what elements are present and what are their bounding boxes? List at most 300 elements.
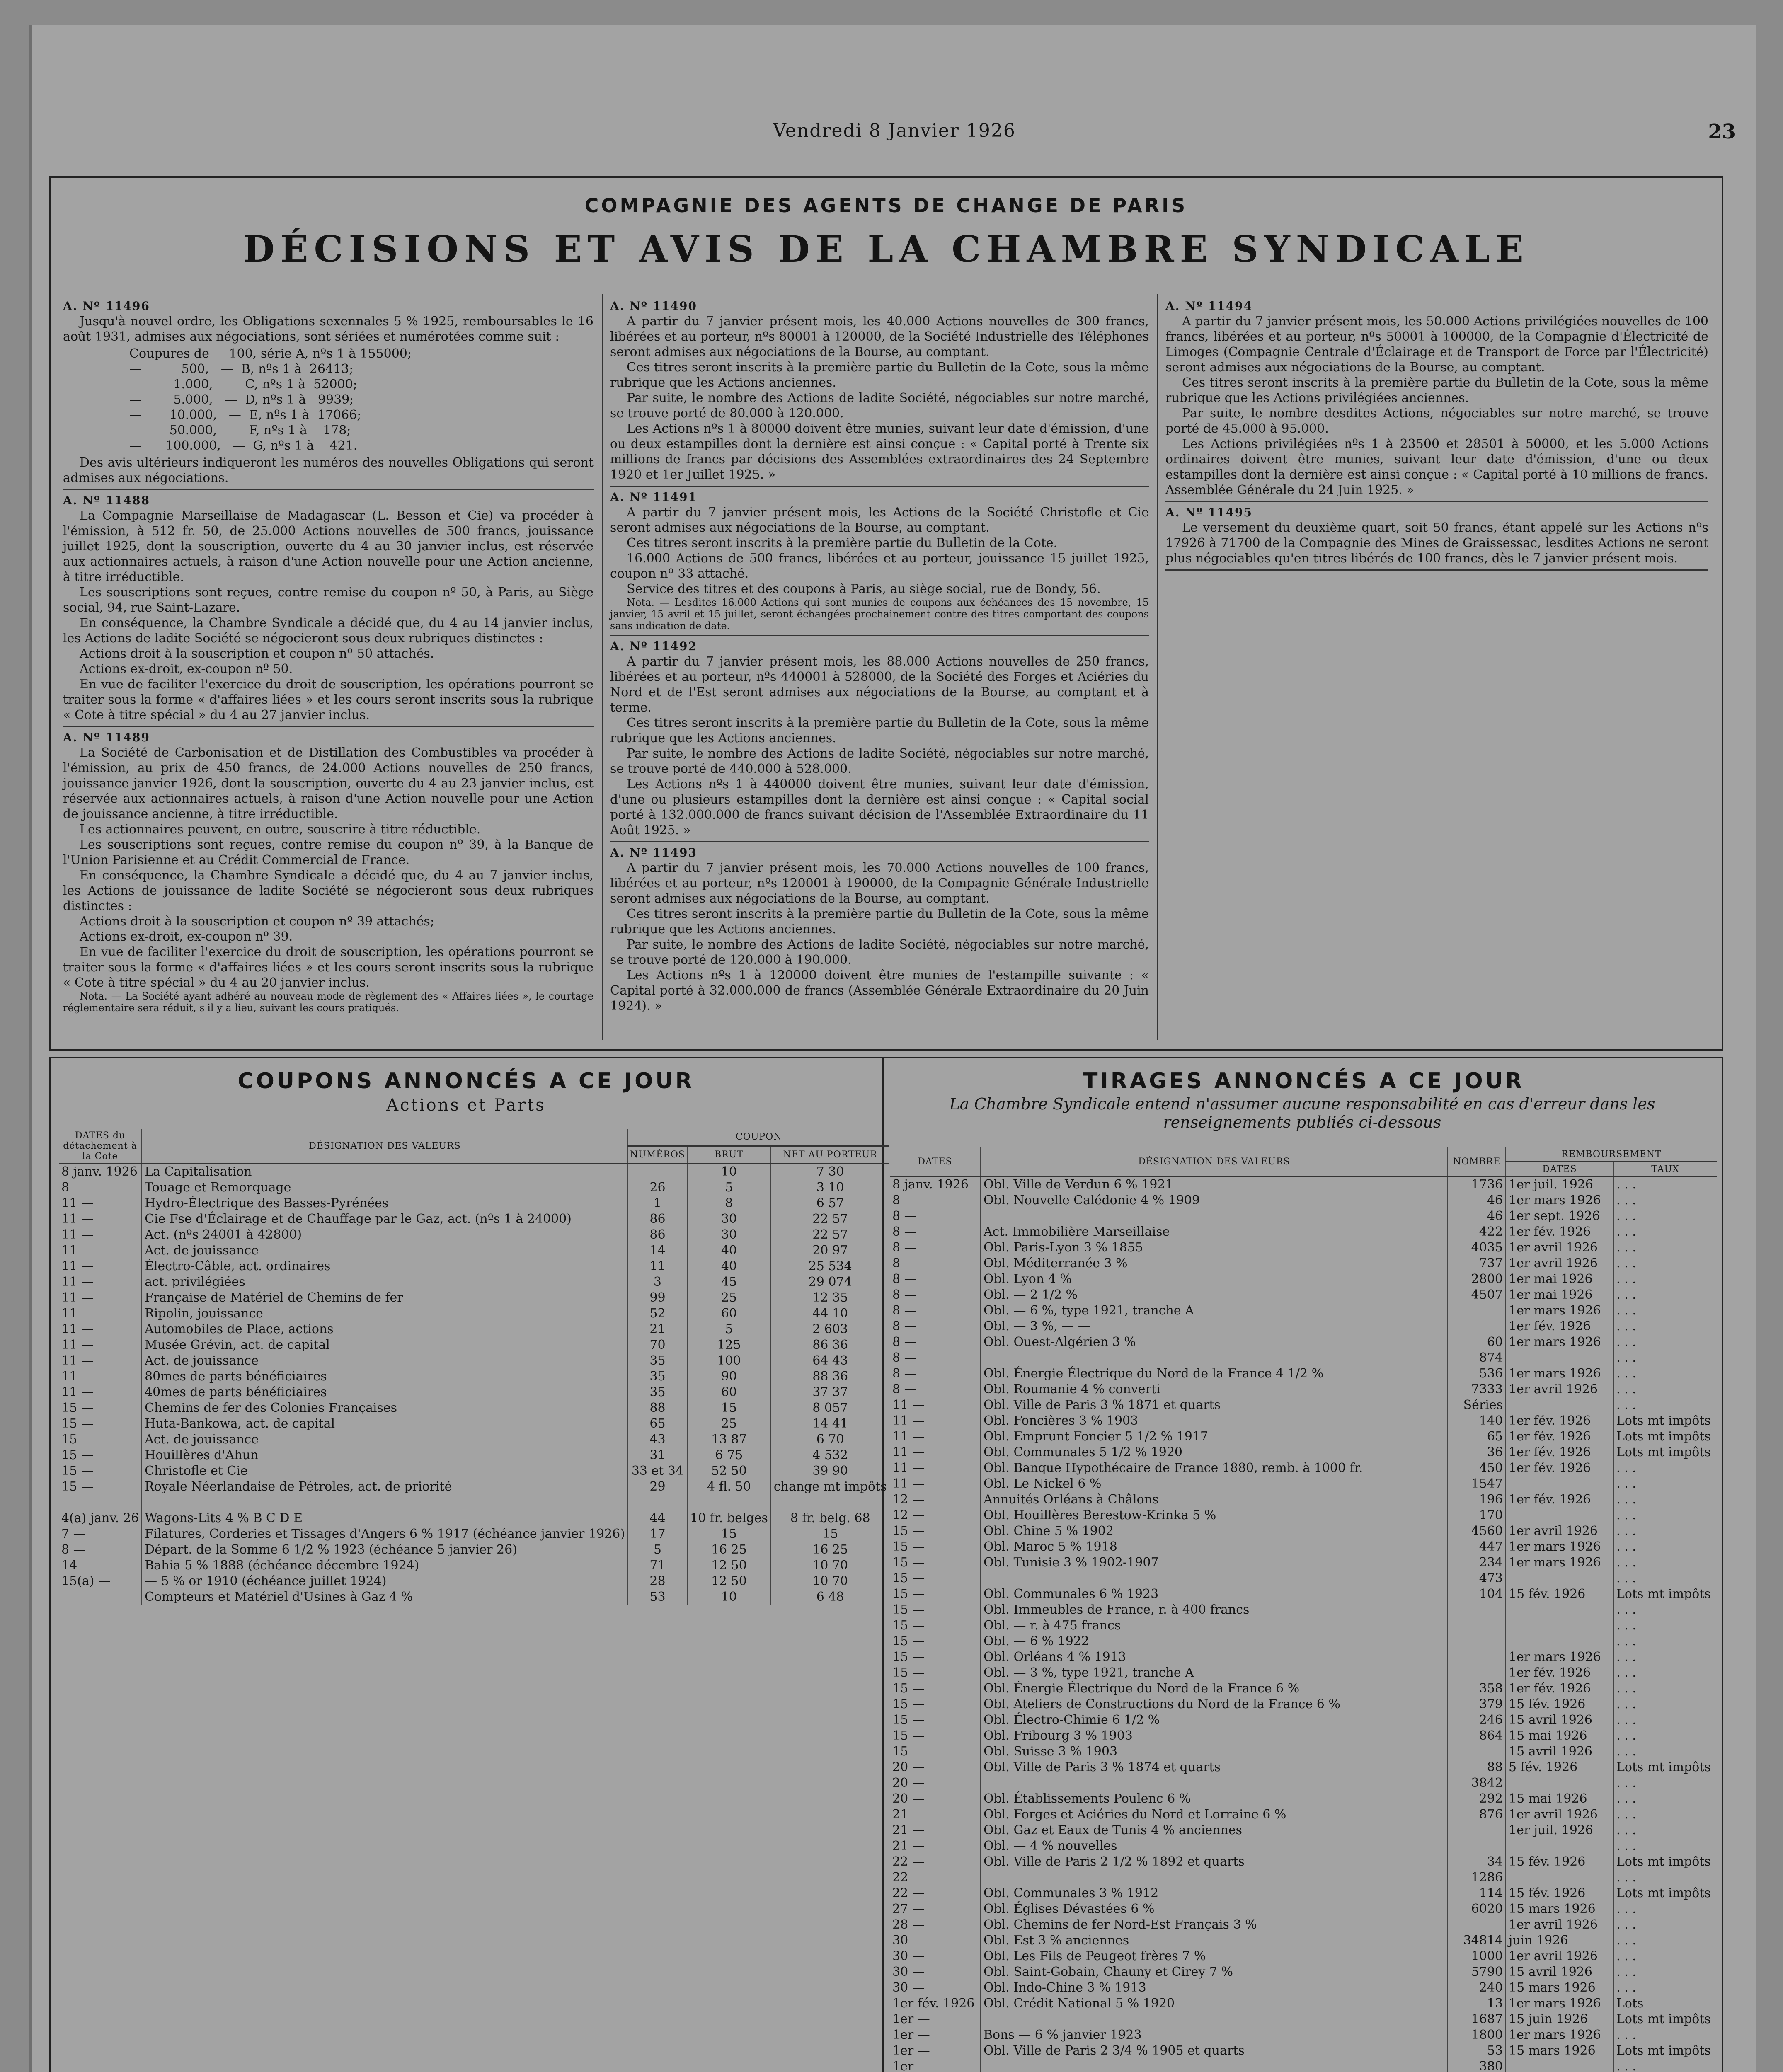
- table-cell: 34: [1448, 1854, 1506, 1870]
- table-cell: [1506, 1839, 1613, 1854]
- table-cell: Houillères d'Ahun: [142, 1448, 628, 1464]
- avis-number: A. Nº 11496: [63, 299, 150, 313]
- table-cell: [59, 1590, 142, 1605]
- table-cell: Chemins de fer des Colonies Françaises: [142, 1401, 628, 1416]
- table-cell: . . .: [1616, 1665, 1636, 1680]
- table-cell: Obl. Chemins de fer Nord-Est Français 3 %: [981, 1917, 1448, 1933]
- table-cell: Lots: [1616, 1996, 1644, 2011]
- table-cell: 380: [1448, 2059, 1506, 2072]
- avis-text: En vue de faciliter l'exercice du droit de souscription, les opérations pourront se traiter sous la forme « d'affaires liées » et les cours seront inscrits sous la rubrique « Cote à titre spécial » du 4 au 27 janvier inclus.: [63, 677, 594, 722]
- avis-text: Actions ex-droit, ex-coupon nº 50.: [80, 662, 293, 676]
- table-cell: 240: [1448, 1980, 1506, 1996]
- table-cell: . . .: [1616, 1571, 1636, 1585]
- newspaper-page: [29, 25, 1756, 2072]
- table-cell: 40mes de parts bénéficiaires: [142, 1385, 628, 1401]
- table-cell: 11 —: [59, 1306, 142, 1322]
- avis-text: Actions droit à la souscription et coupon nº 50 attachés.: [80, 646, 434, 661]
- table-cell: 35: [628, 1385, 687, 1401]
- table-cell: 3842: [1448, 1776, 1506, 1791]
- table-row: [59, 1432, 889, 1448]
- table-cell: 10 fr. belges: [687, 1511, 771, 1527]
- table-cell: Lots mt impôts: [1616, 2043, 1711, 2058]
- table-cell: 8 —: [890, 1319, 981, 1335]
- divider: [610, 841, 1149, 842]
- tirages-subtitle: La Chambre Syndicale entend n'assumer aucune responsabilité en cas d'erreur dans les renseignements publiés ci-dessous: [949, 1095, 1655, 1131]
- col-header-remboursement: REMBOURSEMENT: [1506, 1147, 1717, 1162]
- table-cell: [1448, 1839, 1506, 1854]
- table-cell: Obl. Le Nickel 6 %: [981, 1477, 1448, 1492]
- table-cell: 8 —: [890, 1366, 981, 1382]
- avis-text: La Société de Carbonisation et de Distillation des Combustibles va procéder à l'émission, au prix de 450 francs, de 24.000 Actions nouvelles de 250 francs, jouissance janvier 1926, dont la souscription, ouverte du 4 au 23 janvier inclus, est réservée aux actionnaires actuels, à raison d'une Action nouvelle pour une Action de jouissance ancienne, à titre irréductible.: [63, 746, 594, 821]
- table-row: [59, 1590, 889, 1605]
- table-cell: Obl. — 2 1/2 %: [981, 1288, 1448, 1303]
- table-cell: 8 —: [890, 1193, 981, 1209]
- table-row: [890, 1980, 1717, 1996]
- table-cell: Filatures, Corderies et Tissages d'Angers 6 % 1917 (échéance janvier 1926): [142, 1527, 628, 1542]
- table-cell: [1506, 1477, 1613, 1492]
- table-cell: 10 70: [812, 1558, 848, 1573]
- table-cell: 1er fév. 1926: [1506, 1429, 1613, 1445]
- table-cell: 15 —: [890, 1728, 981, 1744]
- table-cell: [1506, 1776, 1613, 1791]
- table-cell: 30 —: [890, 1980, 981, 1996]
- table-row: [59, 1416, 889, 1432]
- table-cell: 15 —: [890, 1744, 981, 1760]
- table-cell: 11 —: [890, 1477, 981, 1492]
- table-cell: 11 —: [59, 1369, 142, 1385]
- table-cell: 1er —: [890, 2012, 981, 2028]
- table-cell: 11 —: [59, 1243, 142, 1259]
- avis-text: En conséquence, la Chambre Syndicale a décidé que, du 4 au 14 janvier inclus, les Actions de ladite Société se négocieront sous deux rubriques distinctes :: [63, 616, 594, 646]
- series-line: — 5.000, — D, nºs 1 à 9939;: [129, 392, 354, 407]
- table-cell: 6 75: [687, 1448, 771, 1464]
- divider: [610, 486, 1149, 487]
- table-cell: 1er mars 1926: [1506, 1650, 1613, 1665]
- table-row: [890, 1681, 1717, 1697]
- table-cell: Ripolin, jouissance: [142, 1306, 628, 1322]
- table-cell: . . .: [1616, 1713, 1636, 1727]
- table-cell: 1er fév. 1926: [1506, 1492, 1613, 1508]
- table-cell: 14: [628, 1243, 687, 1259]
- table-cell: Lots mt impôts: [1616, 1760, 1711, 1774]
- table-cell: [628, 1495, 687, 1511]
- table-cell: Séries: [1448, 1398, 1506, 1414]
- table-row: [890, 1823, 1717, 1839]
- table-cell: . . .: [1616, 1681, 1636, 1696]
- table-cell: 11 —: [59, 1338, 142, 1353]
- table-row: [59, 1542, 889, 1558]
- table-cell: 35: [628, 1353, 687, 1369]
- table-row: [890, 1665, 1717, 1681]
- table-cell: 5: [687, 1180, 771, 1196]
- table-cell: 7 —: [59, 1527, 142, 1542]
- table-cell: Obl. Méditerranée 3 %: [981, 1256, 1448, 1272]
- table-cell: 22 57: [812, 1212, 848, 1226]
- table-cell: 7 30: [816, 1164, 844, 1179]
- table-cell: . . .: [1616, 1177, 1636, 1192]
- table-cell: 114: [1448, 1886, 1506, 1902]
- table-cell: [628, 1164, 687, 1181]
- column-1: [63, 296, 594, 1014]
- table-cell: 60: [1448, 1335, 1506, 1351]
- table-cell: Lots mt impôts: [1616, 1414, 1711, 1428]
- table-cell: . . .: [1616, 1697, 1636, 1711]
- table-cell: Act. Immobilière Marseillaise: [981, 1225, 1448, 1240]
- table-cell: Obl. Banque Hypothécaire de France 1880, remb. à 1000 fr.: [981, 1461, 1448, 1477]
- table-cell: 15 avril 1926: [1506, 1713, 1613, 1728]
- avis-text: Les Actions nºs 1 à 80000 doivent être munies, suivant leur date d'émission, d'une ou deux estampilles dont la dernière est ainsi conçue : « Capital porté à Trente six millions de francs par décisions des Assemblées extraordinaires des 24 Septembre 1920 et 1er Juillet 1925. »: [610, 421, 1149, 482]
- table-row: [890, 1587, 1717, 1602]
- avis-text: Ces titres seront inscrits à la première partie du Bulletin de la Cote, sous la même rubrique que les Actions anciennes.: [610, 907, 1149, 937]
- table-cell: Annuités Orléans à Châlons: [981, 1492, 1448, 1508]
- table-row: [890, 1335, 1717, 1351]
- table-cell: Obl. Chine 5 % 1902: [981, 1524, 1448, 1539]
- table-cell: 25: [687, 1290, 771, 1306]
- table-cell: 1er —: [890, 2043, 981, 2059]
- table-cell: [1448, 1665, 1506, 1681]
- table-cell: Obl. Foncières 3 % 1903: [981, 1414, 1448, 1429]
- table-row: [890, 1461, 1717, 1477]
- table-cell: 8 —: [890, 1335, 981, 1351]
- avis-number: A. Nº 11489: [63, 731, 150, 744]
- table-cell: 39 90: [812, 1464, 848, 1478]
- table-cell: 15 avril 1926: [1506, 1744, 1613, 1760]
- table-cell: 53: [1448, 2043, 1506, 2059]
- table-cell: 88 36: [812, 1369, 848, 1384]
- table-cell: Obl. Crédit National 5 % 1920: [981, 1996, 1448, 2012]
- table-cell: 15(a) —: [59, 1574, 142, 1590]
- series-line: — 50.000, — F, nºs 1 à 178;: [129, 423, 351, 438]
- table-cell: act. privilégiées: [142, 1275, 628, 1290]
- table-cell: . . .: [1616, 1335, 1636, 1349]
- table-cell: Obl. Nouvelle Calédonie 4 % 1909: [981, 1193, 1448, 1209]
- table-cell: Obl. — 6 % 1922: [981, 1634, 1448, 1650]
- table-cell: change mt impôts: [773, 1479, 887, 1494]
- table-cell: 8 —: [890, 1209, 981, 1225]
- table-row: [890, 1477, 1717, 1492]
- table-cell: 100: [687, 1353, 771, 1369]
- table-cell: 1er avril 1926: [1506, 1524, 1613, 1539]
- tirages-title: TIRAGES ANNONCÉS A CE JOUR: [1083, 1069, 1525, 1094]
- table-cell: 4 532: [812, 1448, 848, 1462]
- table-cell: 10 70: [812, 1574, 848, 1588]
- table-cell: 13: [1448, 1996, 1506, 2012]
- table-cell: 1er mai 1926: [1506, 1288, 1613, 1303]
- divider: [1165, 569, 1708, 571]
- table-cell: Française de Matériel de Chemins de fer: [142, 1290, 628, 1306]
- avis-number: A. Nº 11488: [63, 494, 150, 507]
- table-cell: 36: [1448, 1445, 1506, 1461]
- table-row: [890, 1697, 1717, 1713]
- table-cell: 1er avril 1926: [1506, 1382, 1613, 1398]
- table-cell: 44: [628, 1511, 687, 1527]
- table-cell: 1er mars 1926: [1506, 2028, 1613, 2043]
- table-cell: Wagons-Lits 4 % B C D E: [142, 1511, 628, 1527]
- table-cell: 46: [1448, 1193, 1506, 1209]
- table-row: [59, 1290, 889, 1306]
- table-cell: 25 534: [808, 1259, 852, 1273]
- table-cell: 11 —: [59, 1259, 142, 1275]
- table-cell: 15 mai 1926: [1506, 1728, 1613, 1744]
- column-rule: [1157, 294, 1158, 1040]
- table-row: [890, 1351, 1717, 1366]
- avis-text: Par suite, le nombre des Actions de ladite Société, négociables sur notre marché, se trouve porté de 440.000 à 528.000.: [610, 746, 1149, 776]
- table-cell: 30: [687, 1227, 771, 1243]
- table-cell: 22 57: [812, 1227, 848, 1242]
- table-cell: 1er fév. 1926: [1506, 1225, 1613, 1240]
- table-cell: 46: [1448, 1209, 1506, 1225]
- table-cell: [1506, 1398, 1613, 1414]
- table-cell: 8 janv. 1926: [890, 1177, 981, 1193]
- table-cell: 88: [1448, 1760, 1506, 1776]
- table-cell: 8 —: [890, 1256, 981, 1272]
- table-cell: . . .: [1616, 1398, 1636, 1412]
- table-cell: Obl. Énergie Électrique du Nord de la France 6 %: [981, 1681, 1448, 1697]
- table-cell: 1er mars 1926: [1506, 1555, 1613, 1571]
- table-cell: 1800: [1448, 2028, 1506, 2043]
- column-rule: [602, 294, 603, 1040]
- table-cell: 11 —: [59, 1353, 142, 1369]
- table-cell: 8 —: [59, 1542, 142, 1558]
- table-row: [59, 1401, 889, 1416]
- table-cell: 15 fév. 1926: [1506, 1587, 1613, 1602]
- table-cell: . . .: [1616, 1288, 1636, 1302]
- avis-number: A. Nº 11495: [1165, 506, 1252, 519]
- table-cell: Obl. Énergie Électrique du Nord de la France 4 1/2 %: [981, 1366, 1448, 1382]
- table-row: [59, 1527, 889, 1542]
- table-cell: [1448, 1917, 1506, 1933]
- table-cell: 15 —: [890, 1618, 981, 1634]
- table-cell: 1er mars 1926: [1506, 1335, 1613, 1351]
- table-cell: 8 —: [890, 1225, 981, 1240]
- series-line: — 100.000, — G, nºs 1 à 421.: [129, 438, 358, 453]
- table-cell: . . .: [1616, 1539, 1636, 1554]
- table-cell: 20 —: [890, 1760, 981, 1776]
- table-cell: Obl. Électro-Chimie 6 1/2 %: [981, 1713, 1448, 1728]
- table-cell: . . .: [1616, 1902, 1636, 1916]
- table-cell: Départ. de la Somme 6 1/2 % 1923 (échéance 5 janvier 26): [142, 1542, 628, 1558]
- table-cell: 16 25: [687, 1542, 771, 1558]
- table-cell: 88: [628, 1401, 687, 1416]
- table-cell: 12 —: [890, 1508, 981, 1524]
- table-cell: 8 —: [890, 1351, 981, 1366]
- table-row: [890, 1965, 1717, 1980]
- table-row: [890, 1713, 1717, 1728]
- table-cell: Act. de jouissance: [142, 1432, 628, 1448]
- table-cell: 28 —: [890, 1917, 981, 1933]
- table-cell: [687, 1495, 771, 1511]
- table-row: [890, 2028, 1717, 2043]
- table-cell: 8 fr. belg. 68: [790, 1511, 870, 1525]
- table-cell: 27 —: [890, 1902, 981, 1917]
- table-cell: 6020: [1448, 1902, 1506, 1917]
- table-cell: . . .: [1616, 1949, 1636, 1963]
- table-cell: Huta-Bankowa, act. de capital: [142, 1416, 628, 1432]
- table-cell: . . .: [1616, 1555, 1636, 1570]
- table-cell: 65: [628, 1416, 687, 1432]
- table-cell: Obl. Tunisie 3 % 1902-1907: [981, 1555, 1448, 1571]
- table-cell: . . .: [1616, 1650, 1636, 1664]
- avis-note: Nota. — Lesdites 16.000 Actions qui sont munies de coupons aux échéances des 15 novembre, 15 janvier, 15 avril et 15 juillet, seront échangées prochainement contre des titres comportant des coupons sans indication de date.: [610, 597, 1149, 632]
- table-cell: [1506, 1351, 1613, 1366]
- table-cell: 379: [1448, 1697, 1506, 1713]
- table-row: [59, 1385, 889, 1401]
- table-cell: [1448, 1823, 1506, 1839]
- table-cell: 1736: [1448, 1177, 1506, 1193]
- table-cell: 11 —: [890, 1398, 981, 1414]
- table-cell: 22 —: [890, 1886, 981, 1902]
- table-cell: 21 —: [890, 1807, 981, 1823]
- table-cell: Obl. Forges et Aciéries du Nord et Lorraine 6 %: [981, 1807, 1448, 1823]
- table-cell: 4507: [1448, 1288, 1506, 1303]
- table-cell: [1448, 1319, 1506, 1335]
- table-cell: 473: [1448, 1571, 1506, 1587]
- table-cell: 17: [628, 1527, 687, 1542]
- table-cell: 15 —: [59, 1464, 142, 1479]
- table-cell: . . .: [1616, 1351, 1636, 1365]
- table-cell: Obl. Communales 6 % 1923: [981, 1587, 1448, 1602]
- table-row: [890, 1933, 1717, 1949]
- table-row: [59, 1259, 889, 1275]
- table-cell: 15 —: [59, 1448, 142, 1464]
- table-cell: 65: [1448, 1429, 1506, 1445]
- table-cell: Lots mt impôts: [1616, 1429, 1711, 1444]
- table-cell: 1er fév. 1926: [1506, 1445, 1613, 1461]
- table-cell: Obl. — 3 %, — —: [981, 1319, 1448, 1335]
- table-cell: 15: [822, 1527, 838, 1541]
- table-cell: 37 37: [812, 1385, 848, 1399]
- table-cell: 10: [687, 1590, 771, 1605]
- table-cell: 5 fév. 1926: [1506, 1760, 1613, 1776]
- table-row: [890, 1776, 1717, 1791]
- table-cell: 35: [628, 1369, 687, 1385]
- avis-number: A. Nº 11493: [610, 846, 697, 859]
- table-cell: . . .: [1616, 2059, 1636, 2072]
- table-cell: 34814: [1448, 1933, 1506, 1949]
- table-cell: 1286: [1448, 1870, 1506, 1886]
- avis-text: Ces titres seront inscrits à la première partie du Bulletin de la Cote, sous la même rubrique que les Actions anciennes.: [610, 360, 1149, 390]
- table-cell: . . .: [1616, 1240, 1636, 1255]
- avis-text: Les souscriptions sont reçues, contre remise du coupon nº 50, à Paris, au Siège social, 94, rue Saint-Lazare.: [63, 585, 594, 615]
- table-row: [59, 1180, 889, 1196]
- table-cell: 20 97: [812, 1243, 848, 1258]
- table-cell: Christofle et Cie: [142, 1464, 628, 1479]
- table-cell: Obl. Est 3 % anciennes: [981, 1933, 1448, 1949]
- table-cell: 292: [1448, 1791, 1506, 1807]
- table-cell: 21 —: [890, 1823, 981, 1839]
- table-cell: 4560: [1448, 1524, 1506, 1539]
- table-cell: Obl. Roumanie 4 % converti: [981, 1382, 1448, 1398]
- table-cell: [1448, 1602, 1506, 1618]
- table-cell: 234: [1448, 1555, 1506, 1571]
- table-cell: 86 36: [812, 1338, 848, 1352]
- coupons-subtitle: Actions et Parts: [386, 1096, 546, 1115]
- avis-text: Les Actions nºs 1 à 440000 doivent être munies, suivant leur date d'émission, d'une ou plusieurs estampilles dont la dernière est ainsi conçue : « Capital social porté à 132.000.000 de francs suivant décision de l'Assemblée Extraordinaire du 11 Août 1925. »: [610, 777, 1149, 838]
- table-row: [890, 1508, 1717, 1524]
- table-cell: 15 mars 1926: [1506, 1902, 1613, 1917]
- table-cell: Obl. Maroc 5 % 1918: [981, 1539, 1448, 1555]
- table-cell: 1er juil. 1926: [1506, 1823, 1613, 1839]
- table-cell: [1506, 1870, 1613, 1886]
- table-cell: 7333: [1448, 1382, 1506, 1398]
- avis-number: A. Nº 11492: [610, 639, 697, 653]
- table-cell: 15 —: [890, 1602, 981, 1618]
- table-row: [890, 2059, 1717, 2072]
- series-line: Coupures de 100, série A, nºs 1 à 155000;: [129, 346, 412, 361]
- table-row: [59, 1212, 889, 1227]
- page-number: 23: [1708, 120, 1736, 143]
- table-cell: 11 —: [59, 1275, 142, 1290]
- table-cell: Obl. Saint-Gobain, Chauny et Cirey 7 %: [981, 1965, 1448, 1980]
- table-cell: [981, 1776, 1448, 1791]
- table-row: [890, 1618, 1717, 1634]
- table-cell: La Capitalisation: [142, 1164, 628, 1181]
- table-cell: 25: [687, 1416, 771, 1432]
- table-cell: 1000: [1448, 1949, 1506, 1965]
- table-cell: Électro-Câble, act. ordinaires: [142, 1259, 628, 1275]
- table-cell: 11 —: [59, 1227, 142, 1243]
- table-cell: 1: [628, 1196, 687, 1212]
- table-cell: 1er fév. 1926: [1506, 1681, 1613, 1697]
- table-cell: 21: [628, 1322, 687, 1338]
- table-cell: 12 50: [687, 1558, 771, 1574]
- table-cell: 15 —: [890, 1650, 981, 1665]
- series-list: [129, 346, 594, 453]
- col-header-net: NET AU PORTEUR: [771, 1146, 889, 1164]
- col-header-dates: DATES: [890, 1147, 981, 1177]
- table-row: [59, 1353, 889, 1369]
- table-cell: 104: [1448, 1587, 1506, 1602]
- table-cell: 11 —: [59, 1290, 142, 1306]
- avis-text: Par suite, le nombre desdites Actions, négociables sur notre marché, se trouve porté de 45.000 à 95.000.: [1165, 406, 1708, 436]
- avis-text: Par suite, le nombre des Actions de ladite Société, négociables sur notre marché, se trouve porté de 120.000 à 190.000.: [610, 937, 1149, 967]
- avis-text: Le versement du deuxième quart, soit 50 francs, étant appelé sur les Actions nºs 17926 à 71700 de la Compagnie des Mines de Graissessac, lesdites Actions ne seront plus négociables qu'en titres libérés de 100 francs, dès le 7 janvier présent mois.: [1165, 520, 1708, 566]
- avis-text: Actions droit à la souscription et coupon nº 39 attachés;: [80, 914, 434, 929]
- table-cell: 1er avril 1926: [1506, 1917, 1613, 1933]
- table-cell: 2800: [1448, 1272, 1506, 1288]
- table-cell: Obl. Paris-Lyon 3 % 1855: [981, 1240, 1448, 1256]
- table-row: [59, 1164, 889, 1181]
- table-cell: — 5 % or 1910 (échéance juillet 1924): [142, 1574, 628, 1590]
- table-cell: 15 —: [890, 1713, 981, 1728]
- table-cell: 43: [628, 1432, 687, 1448]
- table-cell: 125: [687, 1338, 771, 1353]
- table-cell: 358: [1448, 1681, 1506, 1697]
- table-row: [890, 1193, 1717, 1209]
- table-cell: [1506, 1508, 1613, 1524]
- col-header-brut: BRUT: [687, 1146, 771, 1164]
- table-row: [890, 1650, 1717, 1665]
- table-cell: 30 —: [890, 1949, 981, 1965]
- table-cell: 4 fl. 50: [687, 1479, 771, 1495]
- table-row: [890, 1240, 1717, 1256]
- table-cell: 15 —: [890, 1539, 981, 1555]
- series-line: — 10.000, — E, nºs 1 à 17066;: [129, 408, 361, 422]
- table-cell: 196: [1448, 1492, 1506, 1508]
- table-cell: 6 48: [816, 1590, 844, 1604]
- divider: [1165, 501, 1708, 502]
- table-cell: 8: [687, 1196, 771, 1212]
- avis-text: A partir du 7 janvier présent mois, les Actions de la Société Christofle et Cie seront admises aux négociations de la Bourse, au comptant.: [610, 505, 1149, 535]
- table-cell: 1er —: [890, 2059, 981, 2072]
- table-cell: 22 —: [890, 1870, 981, 1886]
- table-cell: 10: [687, 1164, 771, 1181]
- table-cell: 90: [687, 1369, 771, 1385]
- table-cell: 21 —: [890, 1839, 981, 1854]
- table-cell: 15 —: [890, 1665, 981, 1681]
- table-cell: 11 —: [59, 1322, 142, 1338]
- table-cell: [1448, 1303, 1506, 1319]
